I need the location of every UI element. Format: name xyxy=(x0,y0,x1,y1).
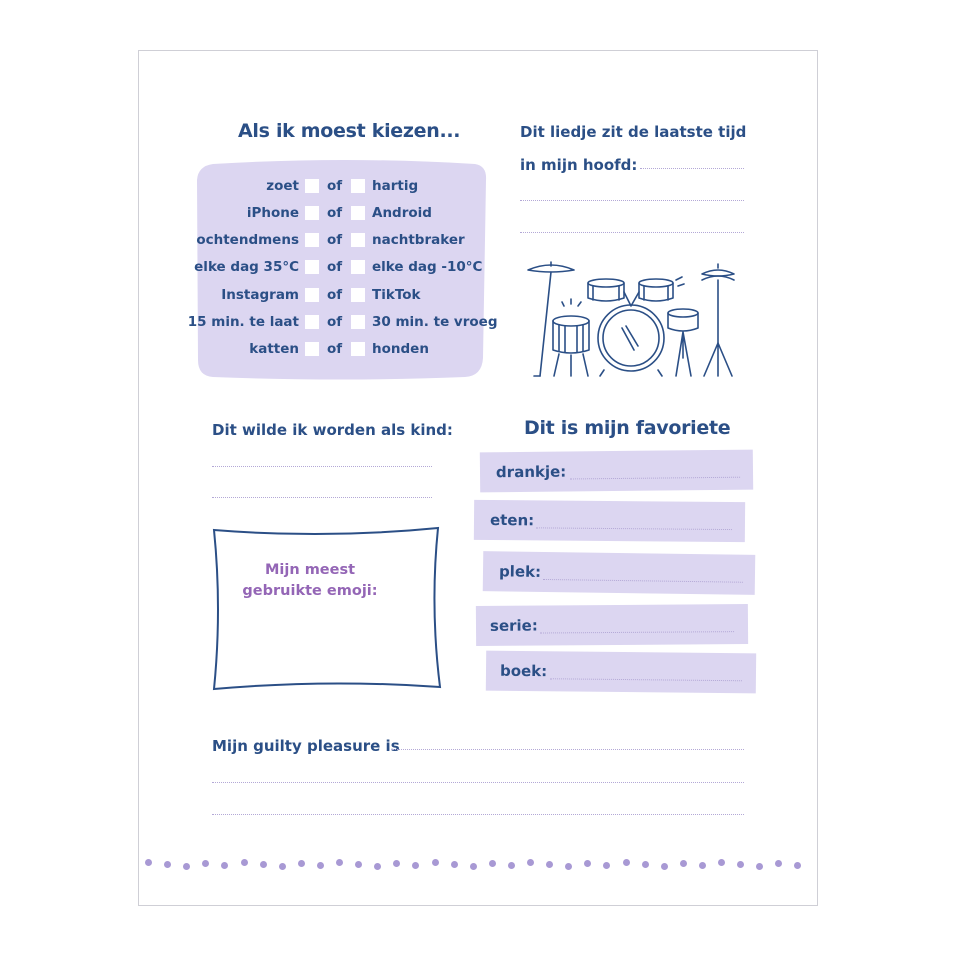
footer-dot xyxy=(508,862,515,869)
footer-dot xyxy=(470,863,477,870)
footer-dot xyxy=(260,861,267,868)
emoji-label-line2: gebruikte emoji: xyxy=(242,583,378,599)
choice-left: katten xyxy=(249,341,299,357)
choices-title: Als ik moest kiezen... xyxy=(238,120,461,142)
choice-or: of xyxy=(327,287,343,303)
footer-dot xyxy=(623,859,630,866)
choice-row xyxy=(195,178,487,198)
favorite-answer-line[interactable] xyxy=(540,631,734,633)
choice-row xyxy=(195,287,487,307)
favorite-answer-line[interactable] xyxy=(543,579,743,583)
choice-left-checkbox[interactable] xyxy=(305,342,319,356)
choice-right: Android xyxy=(372,205,432,221)
choice-row xyxy=(195,205,487,225)
favorite-answer-line[interactable] xyxy=(570,477,740,480)
choice-row xyxy=(195,232,487,252)
choice-left: Instagram xyxy=(221,287,299,303)
drum-kit-icon xyxy=(526,258,742,380)
song-prompt-line2: in mijn hoofd: xyxy=(520,156,638,174)
choice-left-checkbox[interactable] xyxy=(305,179,319,193)
favorite-serie-row xyxy=(476,604,748,646)
favorites-title: Dit is mijn favoriete xyxy=(524,417,731,439)
emoji-label xyxy=(240,560,380,602)
footer-dot xyxy=(336,859,343,866)
footer-dot xyxy=(489,860,496,867)
choice-right: 30 min. te vroeg xyxy=(372,314,498,330)
song-answer-line-3[interactable] xyxy=(520,232,744,233)
choice-right-checkbox[interactable] xyxy=(351,206,365,220)
footer-dot xyxy=(680,860,687,867)
childhood-prompt: Dit wilde ik worden als kind: xyxy=(212,421,453,439)
choice-right-checkbox[interactable] xyxy=(351,233,365,247)
choice-right-checkbox[interactable] xyxy=(351,179,365,193)
choice-right: hartig xyxy=(372,178,419,194)
song-prompt-line1: Dit liedje zit de laatste tijd xyxy=(520,123,747,141)
choice-left: zoet xyxy=(266,178,299,194)
song-answer-line-2[interactable] xyxy=(520,200,744,201)
choice-left: elke dag 35°C xyxy=(194,259,299,275)
choice-right-checkbox[interactable] xyxy=(351,288,365,302)
emoji-label-line1: Mijn meest xyxy=(264,562,356,578)
guilty-answer-line-2[interactable] xyxy=(212,782,744,783)
choice-or: of xyxy=(327,178,343,194)
favorite-label: plek: xyxy=(498,562,542,581)
guilty-answer-line-1[interactable] xyxy=(392,749,744,750)
choice-or: of xyxy=(327,205,343,221)
footer-dot xyxy=(527,859,534,866)
choice-right: elke dag -10°C xyxy=(372,259,483,275)
choice-left: iPhone xyxy=(246,205,299,221)
childhood-answer-line-2[interactable] xyxy=(212,497,432,498)
choice-right-checkbox[interactable] xyxy=(351,342,365,356)
footer-dot xyxy=(661,863,668,870)
favorite-label: serie: xyxy=(489,616,538,635)
footer-dot xyxy=(298,860,305,867)
choice-left-checkbox[interactable] xyxy=(305,233,319,247)
choice-right-checkbox[interactable] xyxy=(351,260,365,274)
choice-or: of xyxy=(327,259,343,275)
footer-dot xyxy=(451,861,458,868)
footer-dot xyxy=(317,862,324,869)
footer-dot xyxy=(718,859,725,866)
guilty-pleasure-prompt: Mijn guilty pleasure is xyxy=(212,737,400,755)
choice-left-checkbox[interactable] xyxy=(305,206,319,220)
choice-left: ochtendmens xyxy=(196,232,299,248)
footer-dot xyxy=(279,863,286,870)
choice-or: of xyxy=(327,314,343,330)
choice-row xyxy=(195,259,487,279)
footer-dot xyxy=(432,859,439,866)
favorite-label: boek: xyxy=(499,661,548,681)
choice-right: honden xyxy=(372,341,429,357)
favorite-eten-row xyxy=(474,500,745,542)
favorite-plek-row xyxy=(483,551,756,595)
emoji-frame[interactable] xyxy=(210,525,442,691)
choice-right: nachtbraker xyxy=(372,232,465,248)
footer-dot xyxy=(145,859,152,866)
choice-left: 15 min. te laat xyxy=(187,314,299,330)
footer-dot xyxy=(699,862,706,869)
guilty-answer-line-3[interactable] xyxy=(212,814,744,815)
choice-or: of xyxy=(327,341,343,357)
choice-row xyxy=(195,341,487,361)
footer-dot xyxy=(642,861,649,868)
footer-dot xyxy=(241,859,248,866)
choice-or: of xyxy=(327,232,343,248)
favorite-answer-line[interactable] xyxy=(536,527,732,530)
choice-row xyxy=(187,314,498,334)
choice-left-checkbox[interactable] xyxy=(305,260,319,274)
song-answer-line-1[interactable] xyxy=(640,168,744,169)
favorite-answer-line[interactable] xyxy=(550,678,742,681)
favorite-drankje-row xyxy=(480,450,753,493)
favorite-boek-row xyxy=(486,651,756,694)
choice-right: TikTok xyxy=(372,287,421,303)
choice-left-checkbox[interactable] xyxy=(305,288,319,302)
favorite-label: eten: xyxy=(489,510,535,530)
favorite-label: drankje: xyxy=(495,462,567,482)
choice-right-checkbox[interactable] xyxy=(351,315,365,329)
choice-left-checkbox[interactable] xyxy=(305,315,319,329)
choices-panel xyxy=(187,158,498,380)
childhood-answer-line-1[interactable] xyxy=(212,466,432,467)
